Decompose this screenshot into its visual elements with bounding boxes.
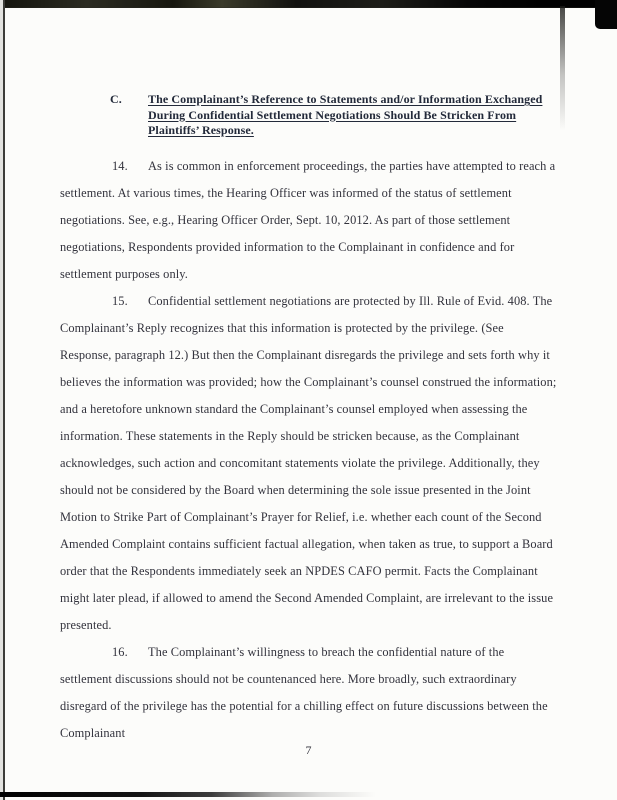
scan-artifact-top-edge (0, 0, 617, 8)
section-heading (110, 92, 557, 139)
document-body (60, 92, 557, 747)
paragraph-list (60, 153, 557, 747)
scan-artifact-bottom-edge (0, 792, 470, 797)
paragraph-text: As is common in enforcement proceedings, the parties have attempted to reach a settlement. At various times, the Hearing Officer was informed of the status of settlement negotiations. See, e.g., Hearing Officer Order, Sept. 10, 2012. As part of those settlement negotiations, Respondents provided information to the Complainant in confidence and for settlement purposes only. (60, 158, 556, 281)
paragraph-text: The Complainant’s willingness to breach the confidential nature of the settlement discussions should not be countenanced here. More broadly, such extraordinary disregard of the privilege has the potential for a chilling effect on future discussions between the Complainant (60, 644, 548, 740)
paragraph-16 (60, 639, 557, 747)
paragraph-number: 16. (112, 644, 128, 659)
section-title: The Complainant’s Reference to Statements and/or Information Exchanged During Confidential Settlement Negotiations Should Be Stricken From Plaintiffs’ Response. (148, 92, 543, 137)
page-number: 7 (305, 743, 312, 757)
paragraph-15 (60, 288, 557, 639)
scan-artifact-right-smudge (560, 6, 565, 131)
scan-artifact-top-right-corner (595, 0, 617, 29)
paragraph-number: 14. (112, 158, 128, 173)
paragraph-14 (60, 153, 557, 288)
scan-artifact-left-edge (0, 0, 6, 800)
section-label: C. (110, 92, 122, 106)
paragraph-text: Confidential settlement negotiations are protected by Ill. Rule of Evid. 408. The Complainant’s Reply recognizes that this information is protected by the privilege. (See Response, paragraph 12.) But then the Complainant disregards the privilege and sets forth why it believes the information was provided; how the Complainant’s counsel construed the information; and a heretofore unknown standard the Complainant’s counsel employed when assessing the information. These statements in the Reply should be stricken because, as the Complainant acknowledges, such action and concomitant statements violate the privilege. Additionally, they should not be considered by the Board when determining the sole issue presented in the Joint Motion to Strike Part of Complainant’s Prayer for Relief, i.e. whether each count of the Second Amended Complaint contains sufficient factual allegation, when taken as true, to support a Board order that the Respondents immediately seek an NPDES CAFO permit. Facts the Complainant might later plead, if allowed to amend the Second Amended Complaint, are irrelevant to the issue presented. (60, 293, 557, 632)
paragraph-number: 15. (112, 293, 128, 308)
